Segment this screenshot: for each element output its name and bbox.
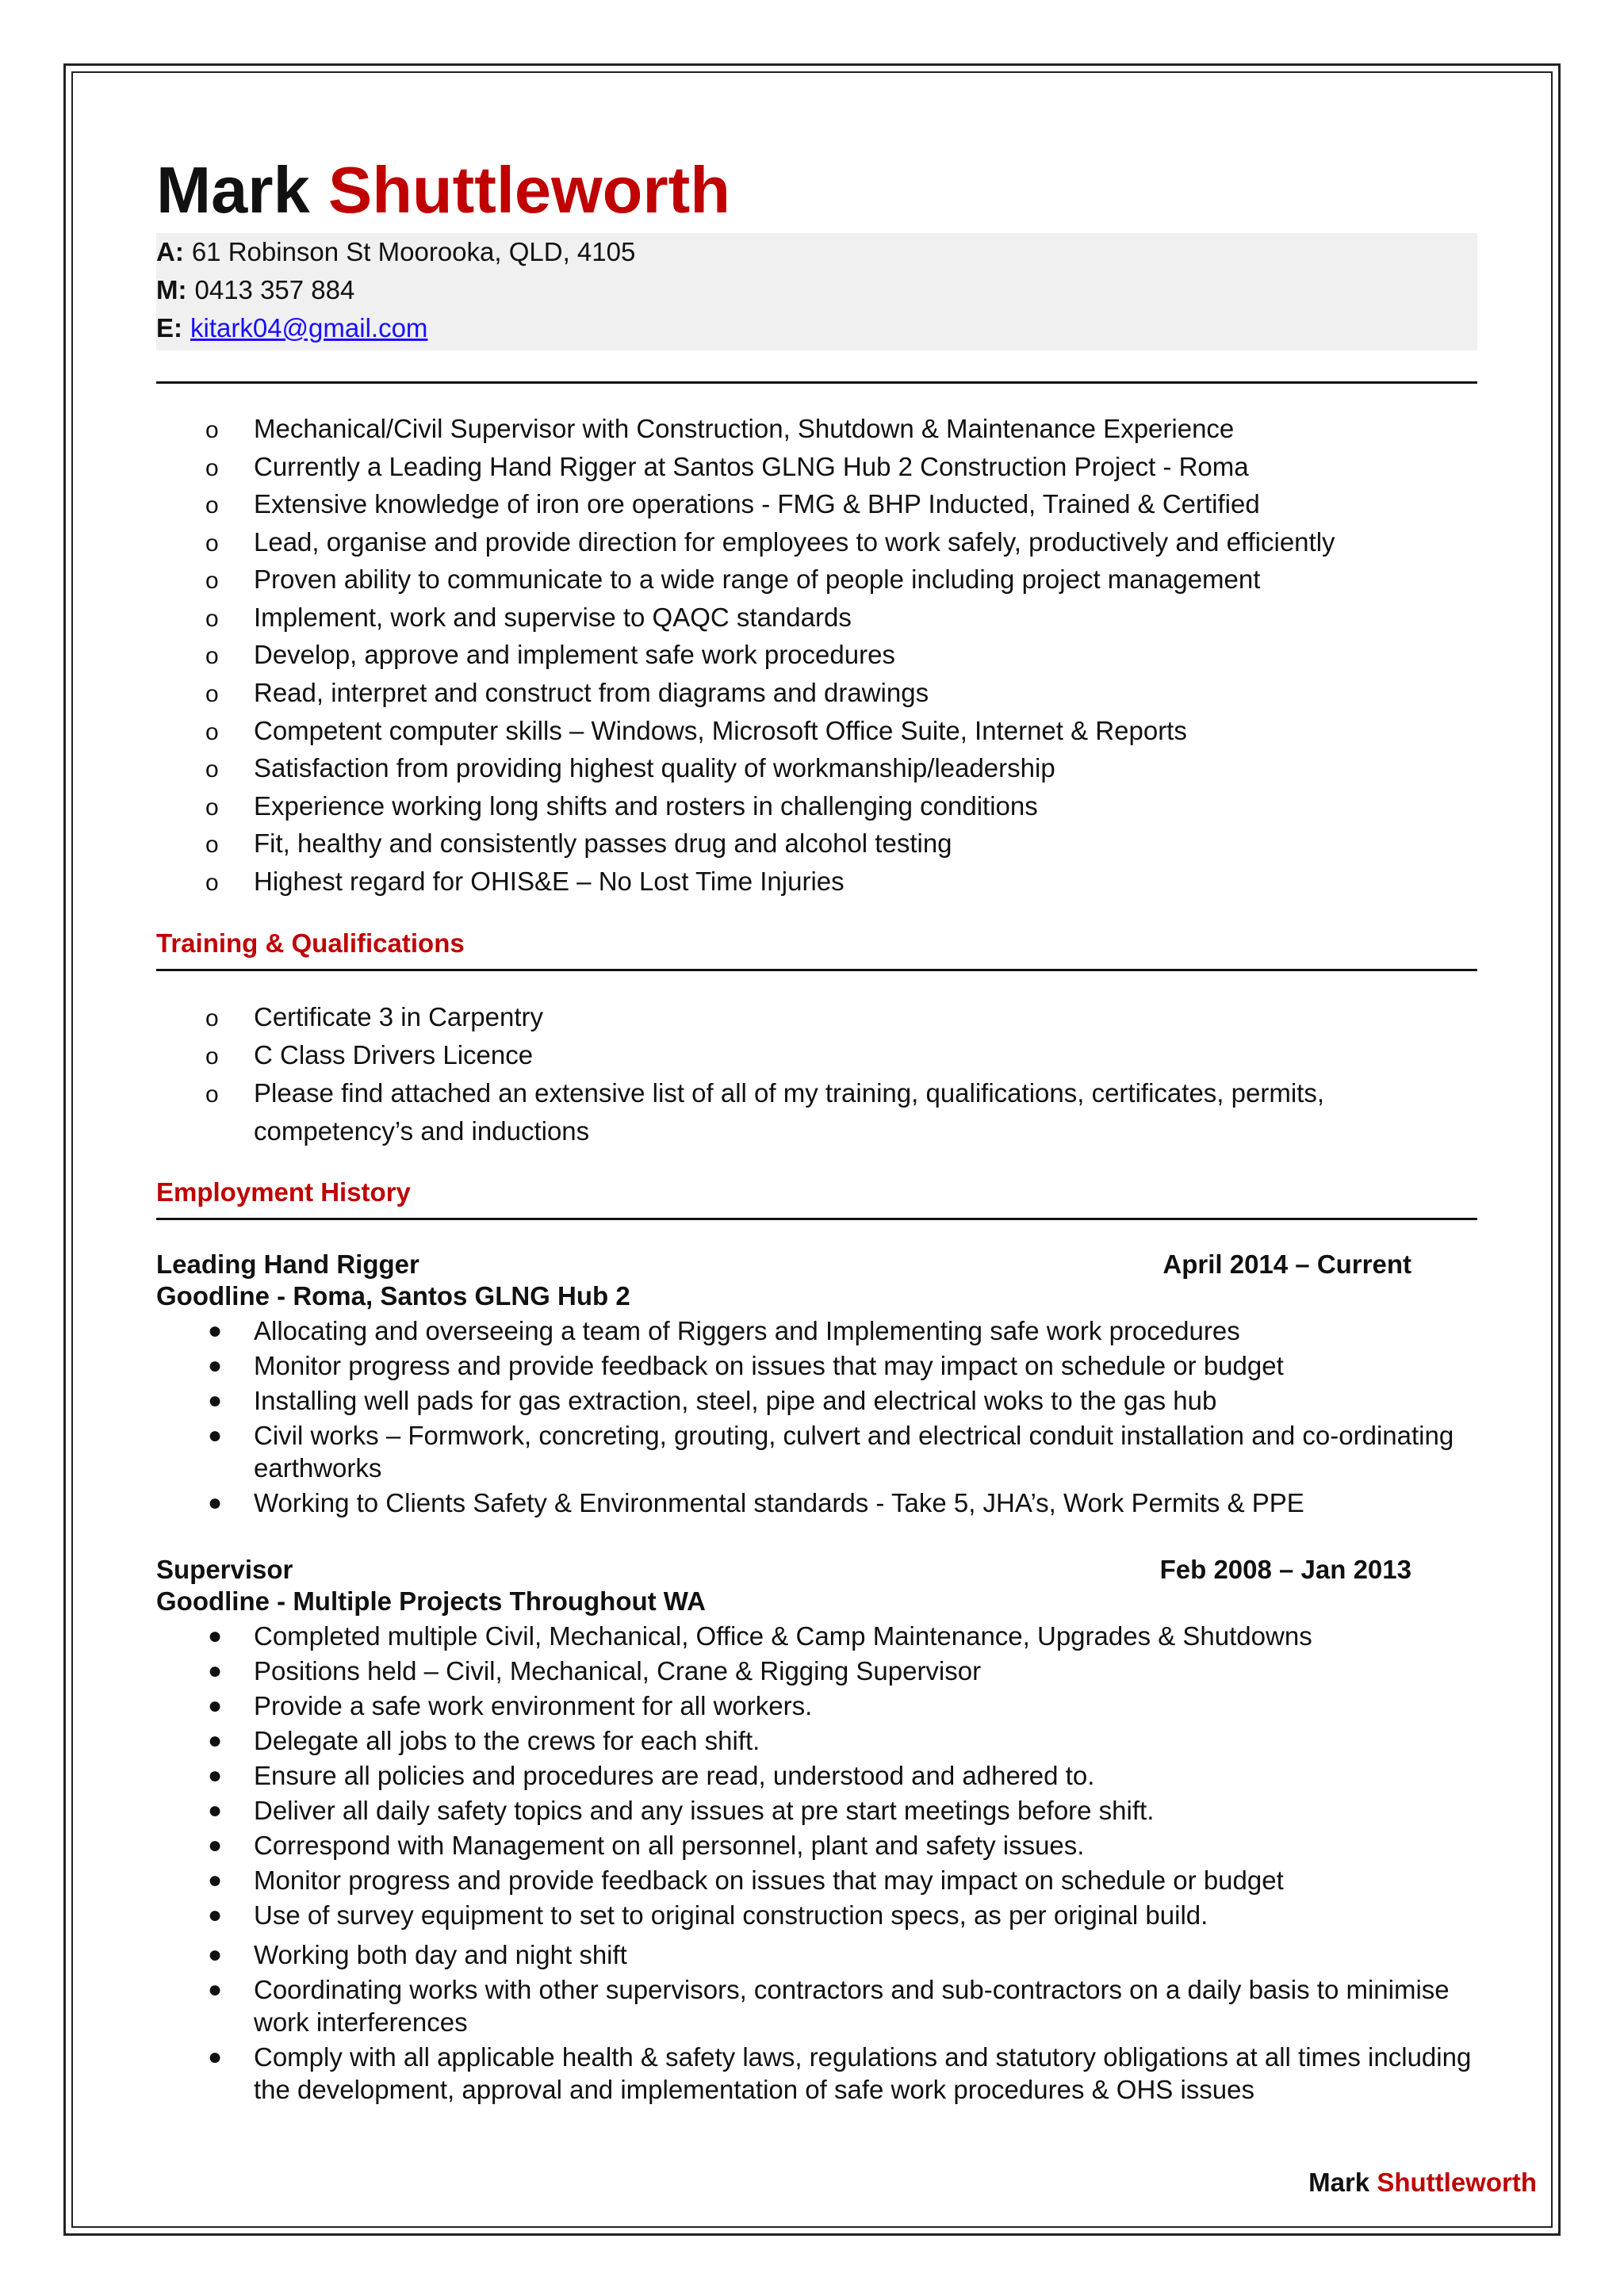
divider-training [156, 969, 1477, 971]
page-footer-name [1308, 2168, 1537, 2198]
bullet-circle-icon: o [205, 455, 219, 481]
bullet-dot-icon: ● [208, 1318, 223, 1344]
bullet-circle-icon: o [205, 719, 219, 745]
address-label: A: [156, 237, 184, 266]
job-title: Supervisor [156, 1555, 293, 1584]
divider-employment [156, 1218, 1477, 1220]
job-dates: Feb 2008 – Jan 2013 [1159, 1555, 1411, 1584]
mobile-line [156, 274, 354, 306]
bullet-dot-icon: ● [208, 1422, 223, 1448]
address-line [156, 236, 635, 268]
candidate-name [156, 151, 730, 230]
last-name: Shuttleworth [327, 153, 730, 227]
bullet-circle-icon: o [205, 1043, 219, 1070]
bullet-circle-icon: o [205, 832, 219, 858]
divider-header [156, 381, 1477, 384]
bullet-dot-icon: ● [208, 1942, 223, 1968]
job-title: Leading Hand Rigger [156, 1249, 419, 1279]
bullet-dot-icon: ● [208, 1902, 223, 1928]
bullet-dot-icon: ● [208, 1693, 223, 1719]
bullet-circle-icon: o [205, 1081, 219, 1108]
bullet-dot-icon: ● [208, 1490, 223, 1516]
email-line [156, 312, 427, 344]
address-value: 61 Robinson St Moorooka, QLD, 4105 [191, 237, 636, 266]
bullet-dot-icon: ● [208, 2044, 223, 2070]
bullet-circle-icon: o [205, 756, 219, 783]
training-heading: Training & Qualifications [156, 928, 465, 958]
bullet-circle-icon: o [205, 492, 219, 519]
bullet-circle-icon: o [205, 417, 219, 443]
job-company: Goodline - Roma, Santos GLNG Hub 2 [156, 1281, 630, 1311]
bullet-dot-icon: ● [208, 1658, 223, 1684]
email-label: E: [156, 313, 182, 342]
bullet-dot-icon: ● [208, 1867, 223, 1893]
bullet-circle-icon: o [205, 681, 219, 707]
bullet-dot-icon: ● [208, 1623, 223, 1649]
bullet-dot-icon: ● [208, 1797, 223, 1823]
footer-last-name: Shuttleworth [1377, 2168, 1537, 2197]
employment-heading: Employment History [156, 1177, 411, 1207]
bullet-circle-icon: o [205, 606, 219, 632]
contact-block [156, 233, 1477, 350]
job-dates: April 2014 – Current [1162, 1249, 1411, 1279]
bullet-dot-icon: ● [208, 1387, 223, 1414]
bullet-circle-icon: o [205, 530, 219, 557]
bullet-circle-icon: o [205, 643, 219, 669]
email-link[interactable]: kitark04@gmail.com [190, 313, 428, 342]
footer-first-name: Mark [1308, 2168, 1370, 2197]
mobile-value: 0413 357 884 [194, 275, 355, 304]
bullet-circle-icon: o [205, 870, 219, 896]
job-company: Goodline - Multiple Projects Throughout WA [156, 1586, 706, 1616]
mobile-label: M: [156, 275, 187, 304]
bullet-circle-icon: o [205, 794, 219, 821]
bullet-dot-icon: ● [208, 1728, 223, 1754]
bullet-dot-icon: ● [208, 1832, 223, 1858]
bullet-dot-icon: ● [208, 1762, 223, 1789]
bullet-circle-icon: o [205, 568, 219, 594]
bullet-circle-icon: o [205, 1005, 219, 1031]
bullet-dot-icon: ● [208, 1976, 223, 2003]
first-name: Mark [156, 153, 310, 227]
bullet-dot-icon: ● [208, 1353, 223, 1379]
